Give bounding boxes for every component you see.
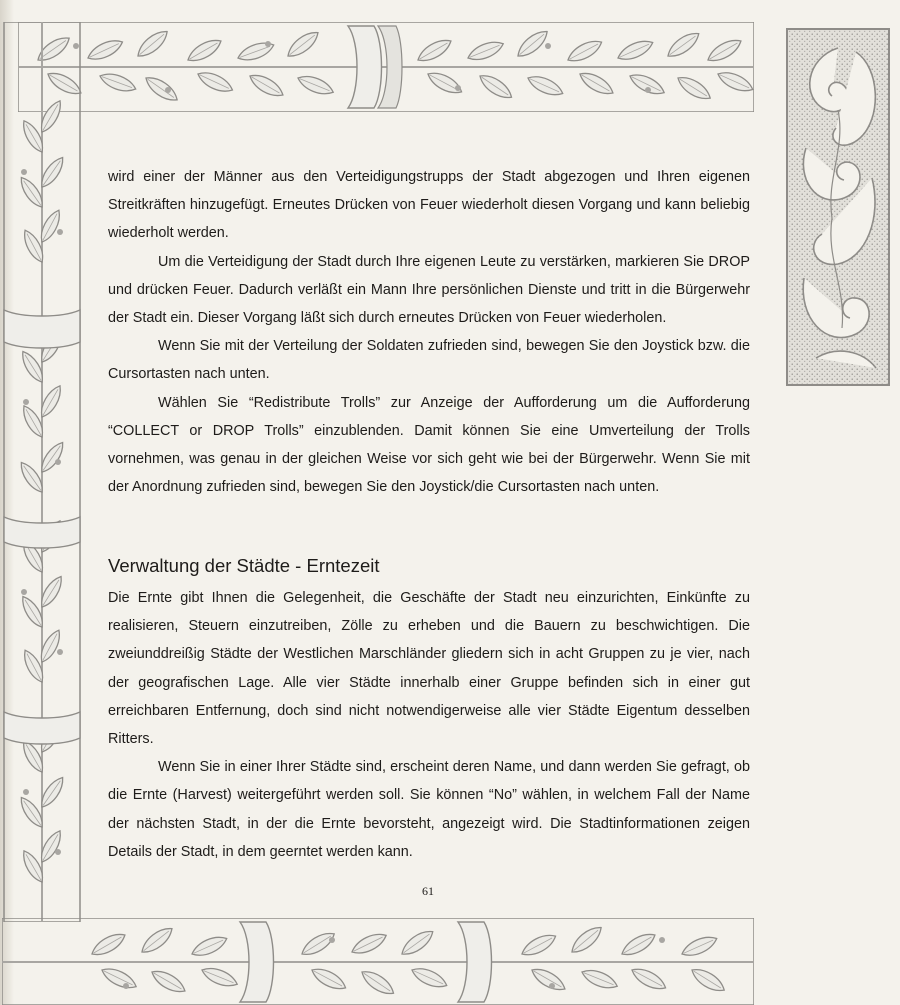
body-text-top bbox=[108, 163, 750, 501]
laurel-border-bottom bbox=[2, 918, 754, 1005]
paragraph-continuation: wird einer der Männer aus den Verteidigungstrupps der Stadt abgezogen und Ihren eigenen Streitkräften hinzugefügt. Erneutes Drücken von Feuer wiederholt diesen Vorgang und kann beliebig wiederholt werden. bbox=[108, 169, 750, 242]
body-text-bottom bbox=[108, 584, 750, 866]
paragraph-trolls: Wählen Sie “Redistribute Trolls” zur Anzeige der Aufforderung um die Aufforderung “COLLECT or DROP Trolls” einzublenden. Damit können Sie eine Umverteilung der Trolls vornehmen, was genau in der gleichen Weise vor sich geht wie bei der Bürgerwehr. Wenn Sie mit der Anordnung zufrieden sind, bewegen Sie den Joystick/die Cursortasten nach unten. bbox=[108, 394, 750, 496]
paragraph-soldiers: Wenn Sie mit der Verteilung der Soldaten zufrieden sind, bewegen Sie den Joystick bzw. die Cursortasten nach unten. bbox=[108, 338, 750, 383]
laurel-border-top bbox=[18, 22, 754, 112]
acanthus-ornament-panel bbox=[786, 28, 890, 386]
paragraph-drop: Um die Verteidigung der Stadt durch Ihre eigenen Leute zu verstärken, markieren Sie DROP und drücken Feuer. Dadurch verläßt ein Mann Ihre persönlichen Dienste und tritt in die Bürgerwehr der Stadt ein. Dieser Vorgang läßt sich durch erneutes Drücken von Feuer wiederholen. bbox=[108, 253, 750, 327]
paragraph-harvest-prompt: Wenn Sie in einer Ihrer Städte sind, erscheint deren Name, und dann werden Sie gefragt, ob die Ernte (Harvest) weitergeführt werden soll. Sie können “No” wählen, in welchem Fall der Name der nächsten Stadt, in der die Ernte bevorsteht, angezeigt wird. Die Stadtinformationen zeigen Details der Stadt, in dem geerntet werden kann. bbox=[108, 759, 750, 860]
section-heading: Verwaltung der Städte - Erntezeit bbox=[108, 555, 380, 576]
laurel-border-left bbox=[2, 22, 82, 922]
paragraph-harvest: Die Ernte gibt Ihnen die Gelegenheit, die Geschäfte der Stadt neu einzurichten, Einkünfte zu realisieren, Steuern einzutreiben, Zölle zu erheben und die Bauern zu beschwichtigen. Die zweiunddreißig Städte der Westlichen Marschländer gliedern sich in acht Gruppen zu je vier, nach der geografischen Lage. Alle vier Städte innerhalb einer Gruppe befinden sich in einer gut erreichbaren Entfernung, doch sind nicht notwendigerweise alle vier Städte Eigentum desselben Ritters. bbox=[108, 590, 750, 748]
page-number: 61 bbox=[422, 884, 434, 898]
